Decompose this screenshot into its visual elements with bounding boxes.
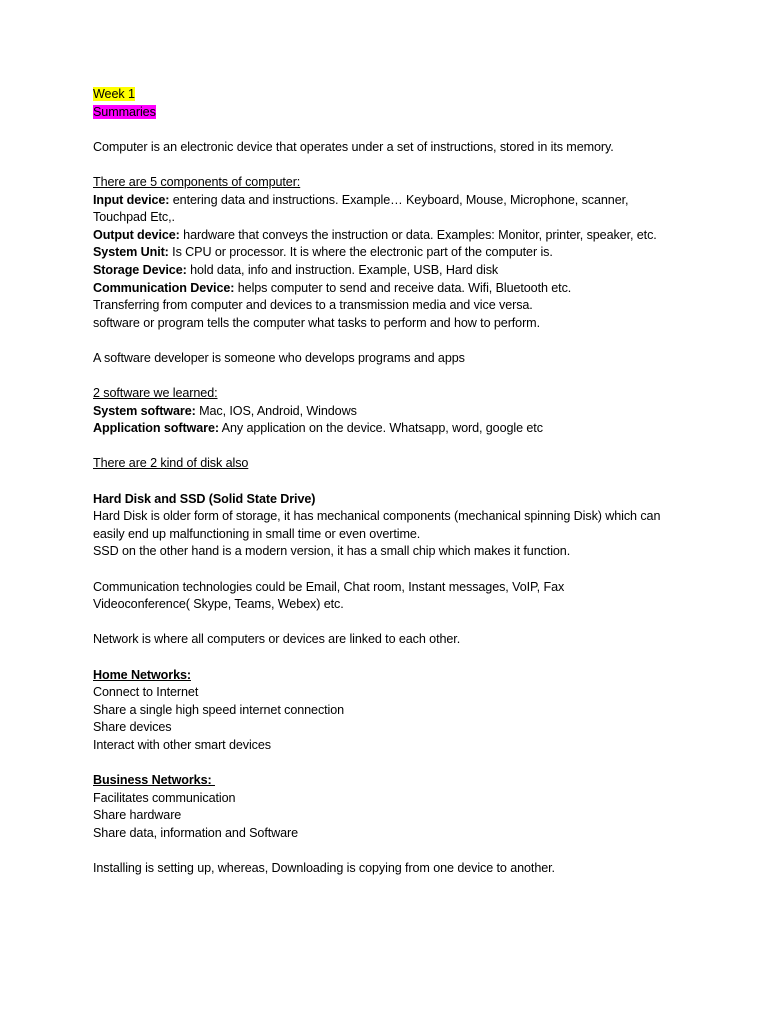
system-software-line (93, 403, 673, 421)
input-device-line (93, 192, 661, 227)
system-unit-text: Is CPU or processor. It is where the electronic part of the computer is. (168, 245, 553, 260)
spacer (93, 121, 673, 139)
hard-disk-paragraph: Hard Disk is older form of storage, it has mechanical components (mechanical spinning Disk) which can easily end up malfunctioning in small time or even overtime. (93, 509, 661, 541)
business-networks-heading: Business Networks: (93, 773, 215, 788)
communication-tech-paragraph: Communication technologies could be Email, Chat room, Instant messages, VoIP, Fax Videoconference( Skype, Teams, Webex) etc. (93, 579, 565, 612)
spacer (93, 438, 673, 456)
developer-paragraph: A software developer is someone who develops programs and apps (93, 350, 465, 365)
system-unit-line (93, 244, 673, 262)
application-software-line (93, 420, 673, 438)
spacer (93, 755, 673, 773)
spacer (93, 614, 673, 632)
summaries-highlight: Summaries (93, 104, 156, 119)
system-software-label: System software: (93, 403, 196, 418)
storage-device-line (93, 262, 673, 280)
intro-paragraph: Computer is an electronic device that operates under a set of instructions, stored in its memory. (93, 139, 614, 154)
document-page (93, 86, 673, 878)
components-heading: There are 5 components of computer: (93, 174, 301, 189)
output-device-text: hardware that conveys the instruction or data. Examples: Monitor, printer, speaker, etc. (179, 227, 657, 242)
home-networks-heading: Home Networks: (93, 667, 191, 682)
system-unit-label: System Unit: (93, 245, 169, 260)
spacer (93, 843, 673, 861)
home-networks-item: Connect to Internet (93, 685, 199, 700)
disk-heading: There are 2 kind of disk also (93, 456, 249, 471)
storage-device-label: Storage Device: (93, 262, 187, 277)
software-tells-line: software or program tells the computer what tasks to perform and how to perform. (93, 315, 540, 330)
spacer (93, 561, 673, 579)
home-networks-item: Share a single high speed internet connection (93, 702, 345, 717)
business-networks-item: Share data, information and Software (93, 825, 299, 840)
storage-device-text: hold data, info and instruction. Example, USB, Hard disk (186, 262, 499, 277)
week-title (93, 86, 673, 104)
system-software-text: Mac, IOS, Android, Windows (195, 403, 357, 418)
home-networks-item: Share devices (93, 720, 172, 735)
spacer (93, 368, 673, 386)
spacer (93, 649, 673, 667)
spacer (93, 156, 673, 174)
spacer (93, 332, 673, 350)
application-software-text: Any application on the device. Whatsapp, word, google etc (218, 421, 543, 436)
business-networks-item: Share hardware (93, 808, 182, 823)
output-device-line (93, 227, 668, 245)
input-device-label: Input device: (93, 192, 170, 207)
home-networks-item: Interact with other smart devices (93, 737, 271, 752)
input-device-text: entering data and instructions. Example… Keyboard, Mouse, Microphone, scanner, Touchpad Etc,. (93, 192, 629, 225)
week-highlight: Week 1 (93, 87, 135, 101)
installing-paragraph: Installing is setting up, whereas, Downloading is copying from one device to another. (93, 861, 555, 876)
summaries-title (93, 104, 673, 122)
disk-subheading: Hard Disk and SSD (Solid State Drive) (93, 491, 316, 506)
output-device-label: Output device: (93, 227, 180, 242)
transfer-line: Transferring from computer and devices to a transmission media and vice versa. (93, 298, 533, 313)
spacer (93, 473, 673, 491)
ssd-paragraph: SSD on the other hand is a modern version, it has a small chip which makes it function. (93, 544, 571, 559)
communication-device-label: Communication Device: (93, 280, 235, 295)
application-software-label: Application software: (93, 421, 219, 436)
communication-device-text: helps computer to send and receive data. Wifi, Bluetooth etc. (234, 280, 572, 295)
network-paragraph: Network is where all computers or devices are linked to each other. (93, 632, 461, 647)
business-networks-item: Facilitates communication (93, 790, 236, 805)
software-heading: 2 software we learned: (93, 386, 218, 401)
communication-device-line (93, 280, 673, 298)
